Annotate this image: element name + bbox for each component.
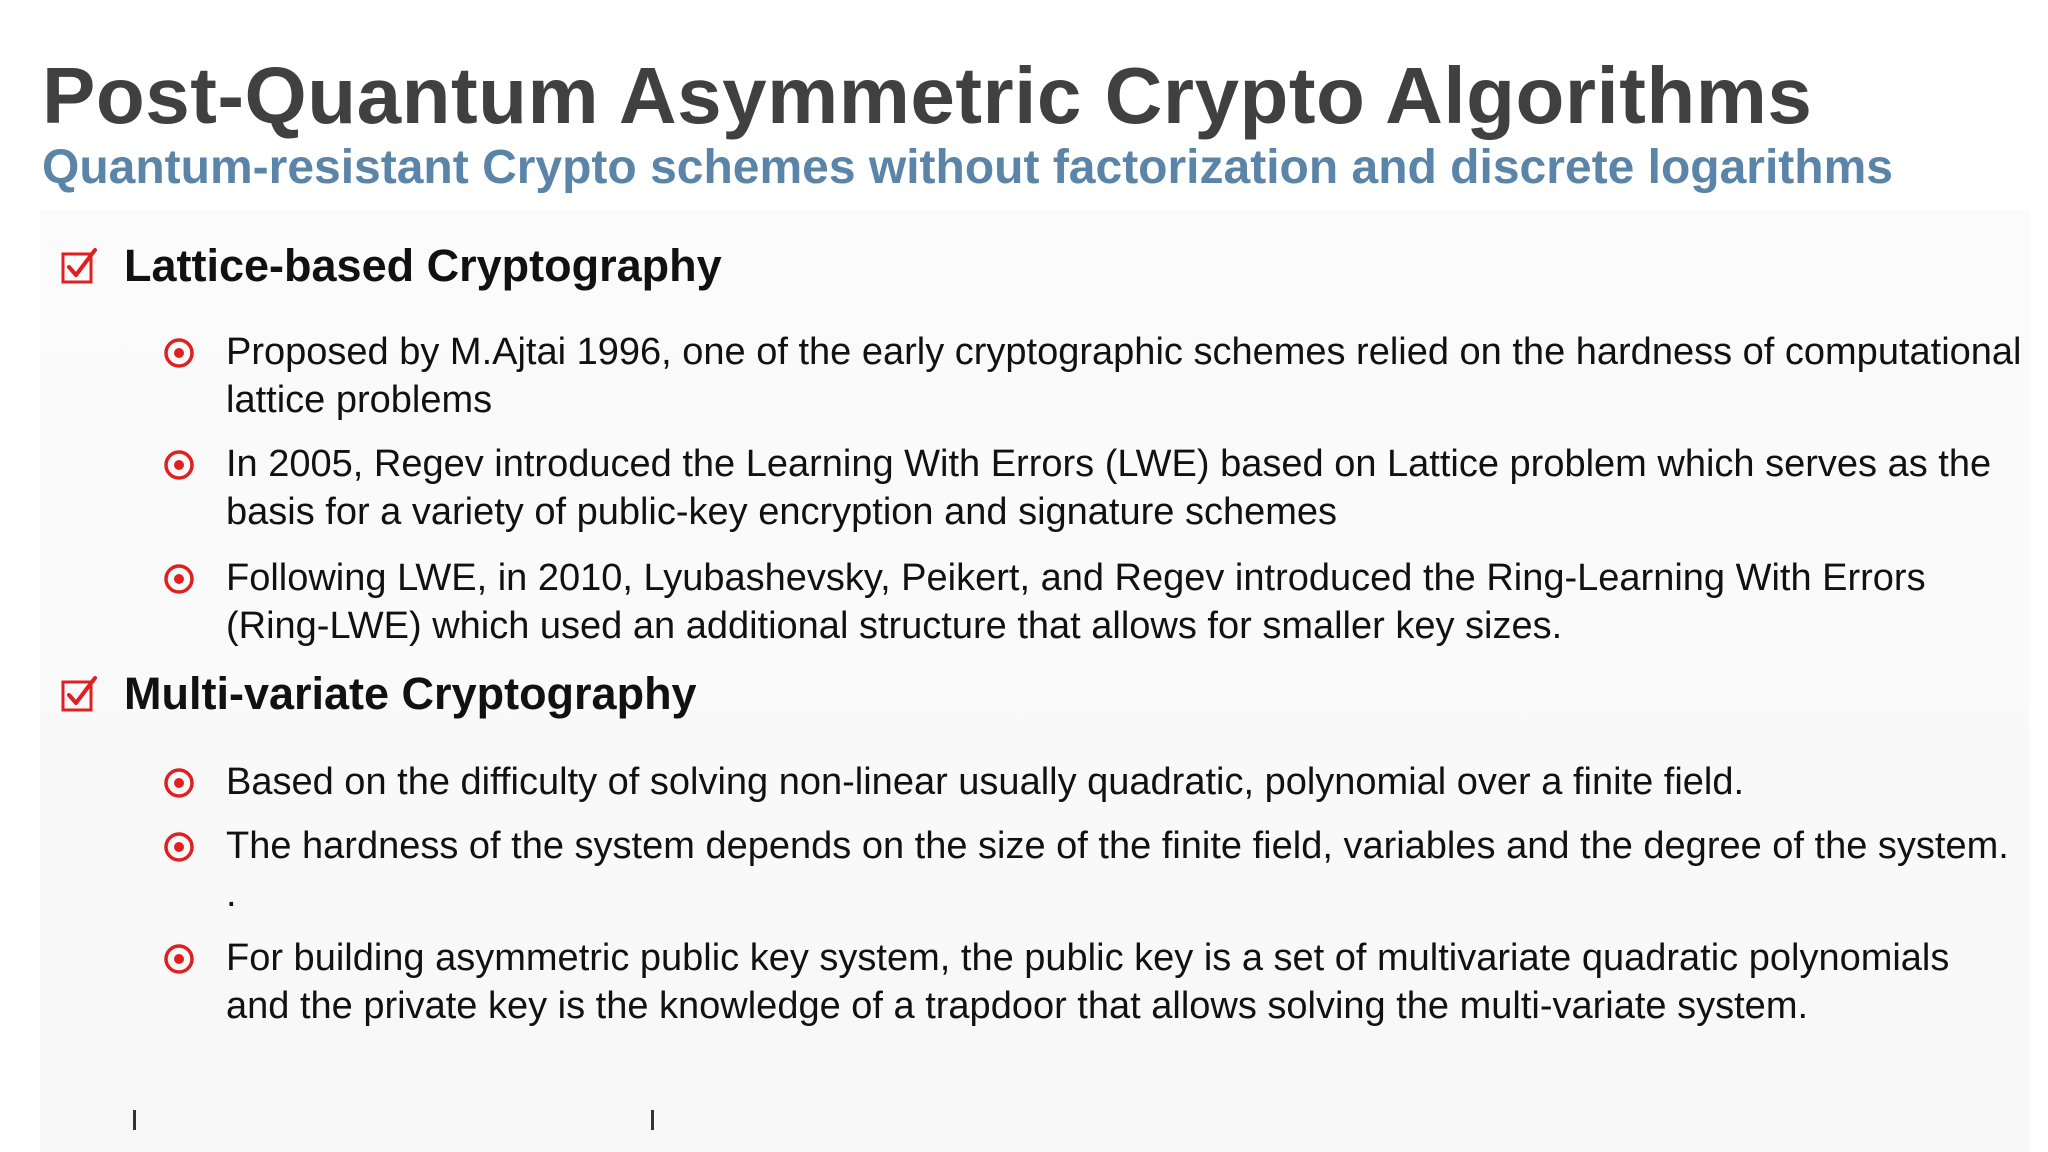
section-heading-lattice <box>60 240 722 292</box>
slide-subtitle: Quantum-resistant Crypto schemes without factorization and discrete logarithms <box>42 141 1893 194</box>
circled-dot-icon <box>162 336 196 370</box>
list-item <box>162 440 2022 536</box>
footer-divider-mark <box>651 1110 654 1130</box>
list-item <box>162 554 2022 650</box>
checked-box-icon <box>60 247 98 285</box>
section-heading-multivariate <box>60 668 697 720</box>
list-item <box>162 328 2022 424</box>
circled-dot-icon <box>162 942 196 976</box>
bullet-text: Based on the difficulty of solving non-linear usually quadratic, polynomial over a finite field. <box>226 761 1745 803</box>
bullet-text: In 2005, Regev introduced the Learning With Errors (LWE) based on Lattice problem which serves as the basis for a variety of public-key encryption and signature schemes <box>226 443 1992 533</box>
checked-box-icon <box>60 675 98 713</box>
list-item <box>162 758 2022 806</box>
bullet-text: Proposed by M.Ajtai 1996, one of the early cryptographic schemes relied on the hardness of computational lattice problems <box>226 331 2022 421</box>
bullet-text: The hardness of the system depends on the size of the finite field, variables and the degree of the system. . <box>226 825 2009 915</box>
bullet-text: Following LWE, in 2010, Lyubashevsky, Peikert, and Regev introduced the Ring-Learning With Errors (Ring-LWE) which used an additional structure that allows for smaller key sizes. <box>226 557 1926 647</box>
section-title: Multi-variate Cryptography <box>124 668 697 719</box>
circled-dot-icon <box>162 448 196 482</box>
list-item <box>162 822 2022 918</box>
circled-dot-icon <box>162 562 196 596</box>
circled-dot-icon <box>162 766 196 800</box>
footer-divider-mark <box>133 1110 136 1130</box>
slide-title: Post-Quantum Asymmetric Crypto Algorithms <box>42 51 1813 140</box>
circled-dot-icon <box>162 830 196 864</box>
list-item <box>162 934 2022 1030</box>
bullet-text: For building asymmetric public key system, the public key is a set of multivariate quadratic polynomials and the private key is the knowledge of a trapdoor that allows solving the multi-variate system. <box>226 937 1950 1027</box>
section-title: Lattice-based Cryptography <box>124 240 722 291</box>
